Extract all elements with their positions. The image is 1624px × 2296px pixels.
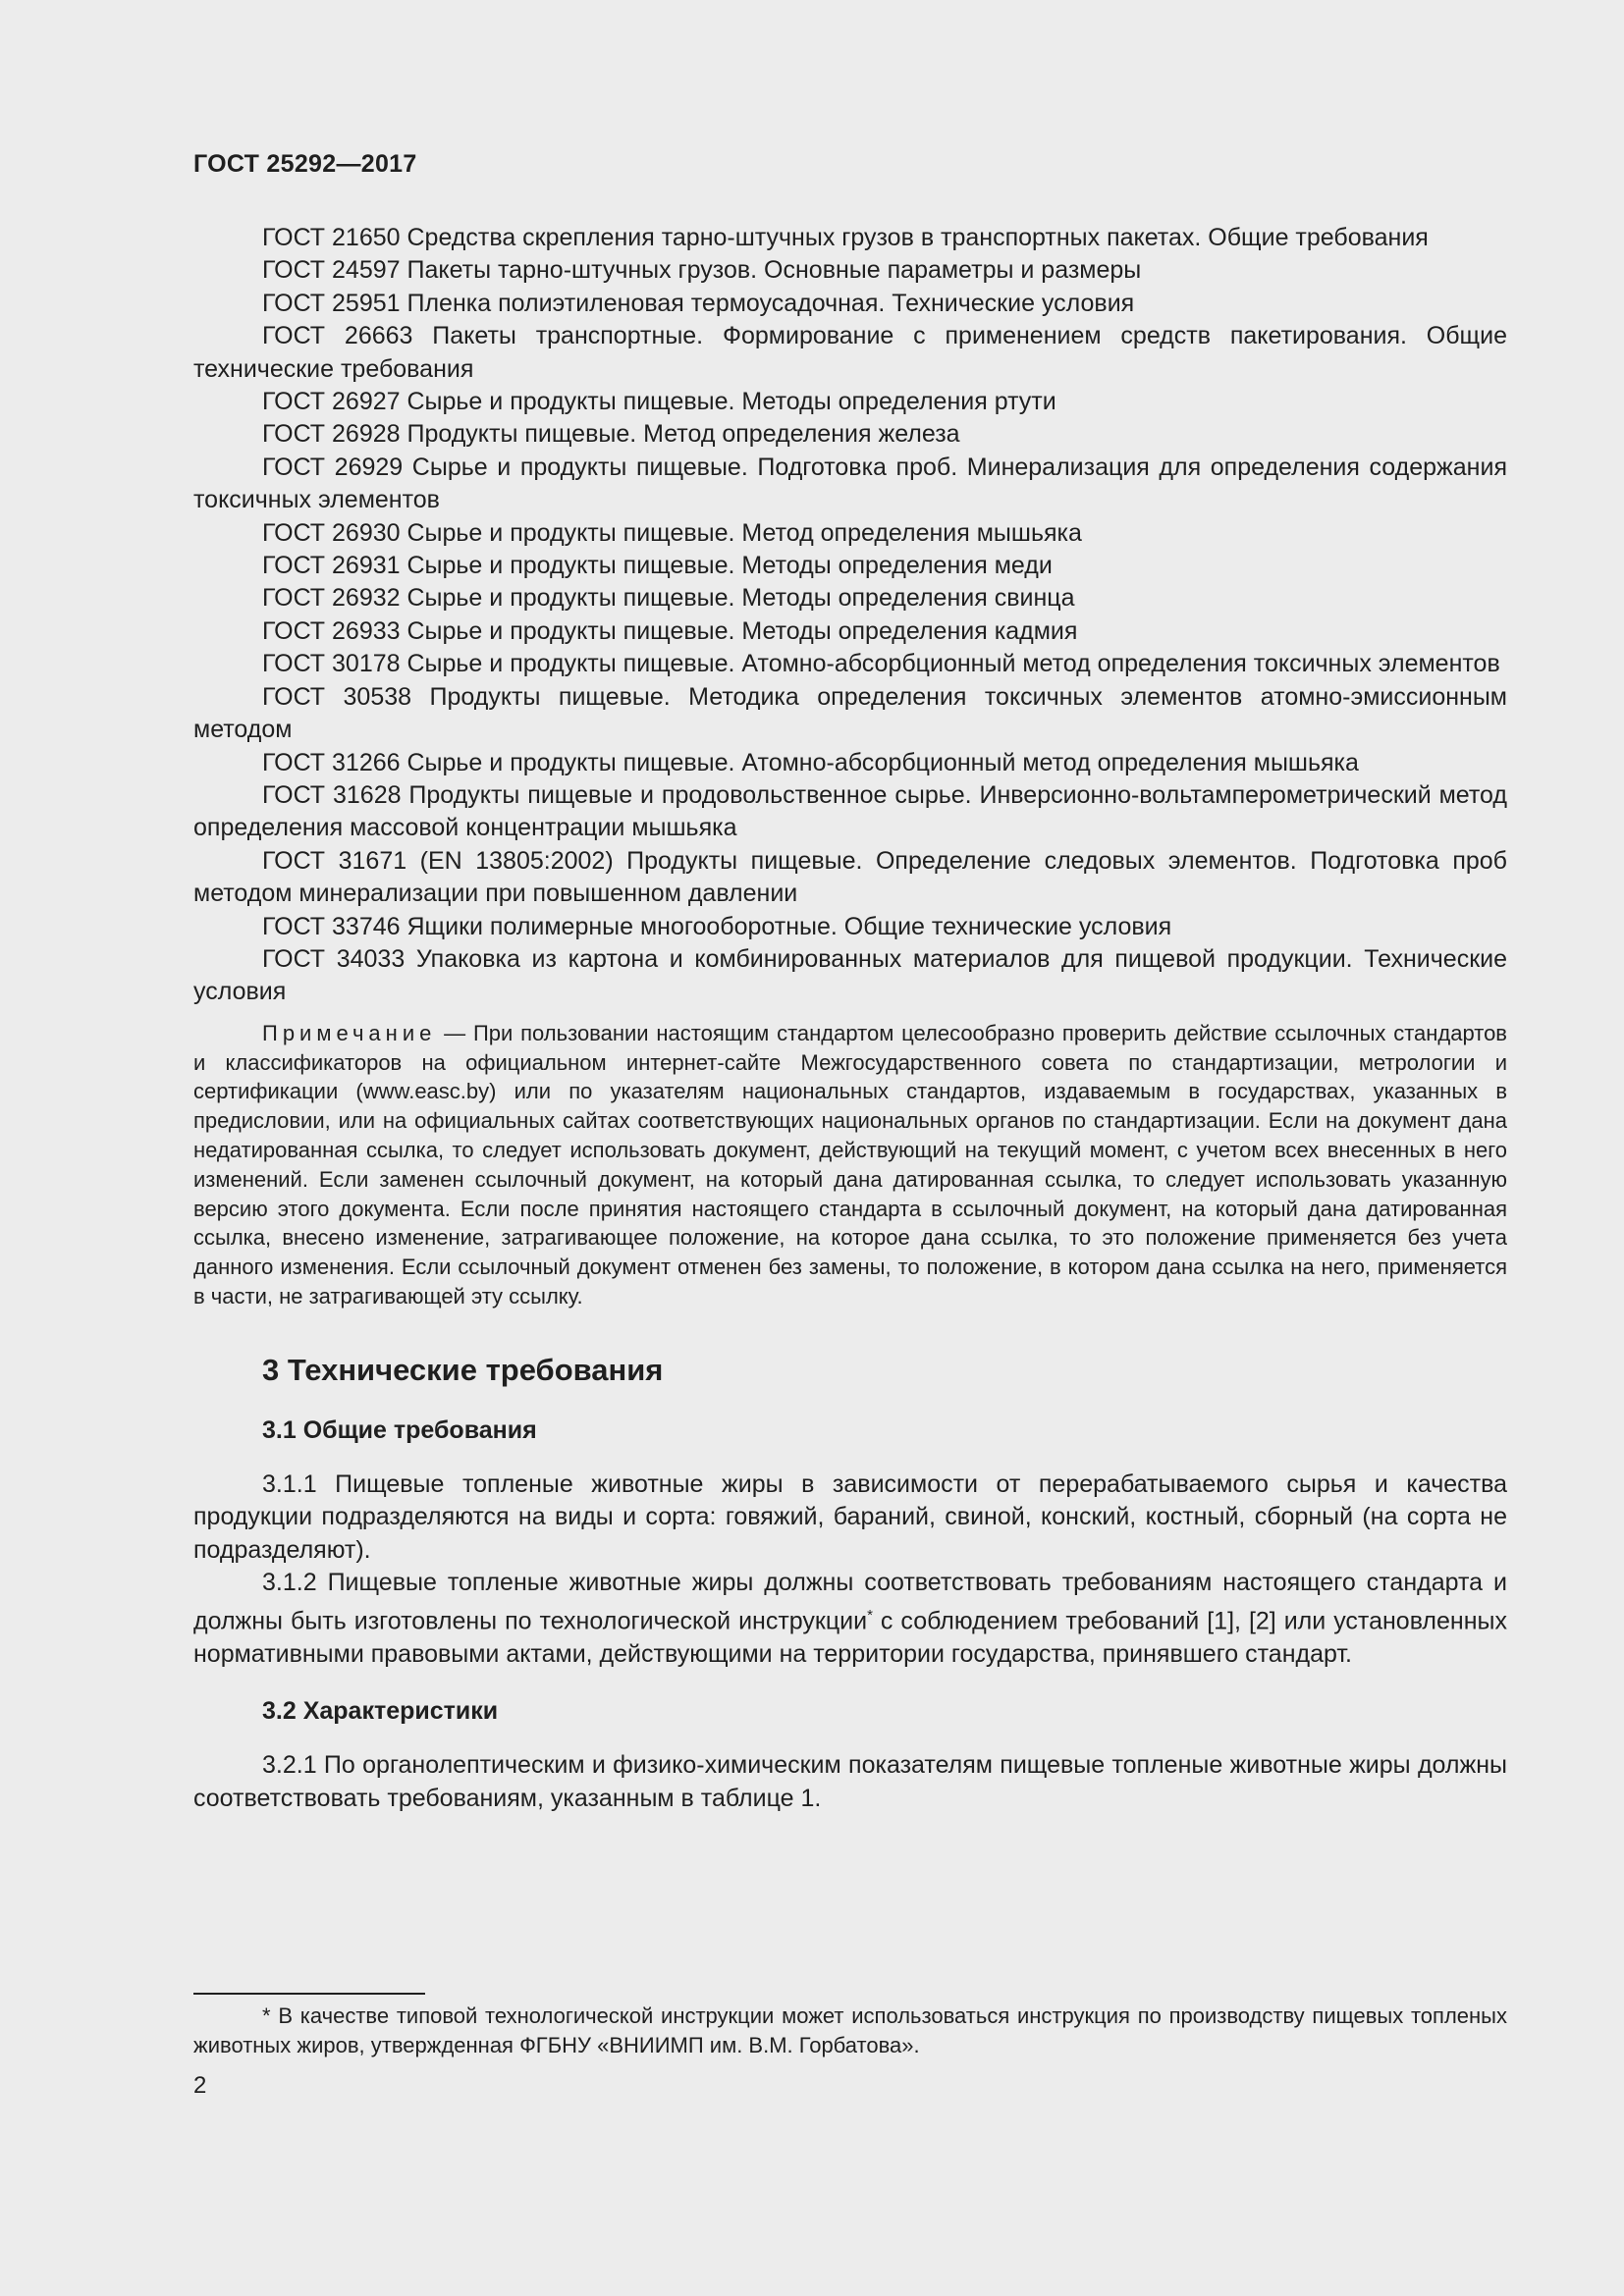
footnote-text: В качестве типовой технологической инструкции может использоваться инструкция по производству пищевых топленых животных жиров, утвержденная ФГБНУ «ВНИИМП им. В.М. Горбатова». (193, 2003, 1507, 2057)
reference-item: ГОСТ 31266 Сырье и продукты пищевые. Атомно-абсорбционный метод определения мышьяка (262, 748, 1359, 776)
reference-item: ГОСТ 31671 (EN 13805:2002) Продукты пищевые. Определение следовых элементов. Подготовка проб методом минерализации при повышенном давлении (193, 846, 1507, 908)
footnote (193, 2002, 1507, 2060)
reference-item: ГОСТ 34033 Упаковка из картона и комбинированных материалов для пищевой продукции. Технические условия (193, 944, 1507, 1006)
section-3-title: 3 Технические требования (262, 1352, 664, 1387)
footnote-marker[interactable]: * (867, 1607, 873, 1625)
reference-item: ГОСТ 30538 Продукты пищевые. Методика определения токсичных элементов атомно-эмиссионным методом (193, 682, 1507, 744)
reference-item: ГОСТ 30178 Сырье и продукты пищевые. Атомно-абсорбционный метод определения токсичных элементов (262, 650, 1500, 678)
note-label: Примечание (262, 1020, 437, 1045)
document-page (193, 147, 1507, 1815)
reference-item: ГОСТ 21650 Средства скрепления тарно-штучных грузов в транспортных пакетах. Общие требования (262, 224, 1429, 251)
note-text: — При пользовании настоящим стандартом целесообразно проверить действие ссылочных стандартов и классификаторов на официальном интернет-сайте Межгосударственного совета по стандартизации, метрологии и сертификации (www.easc.by) или по указателям национальных стандартов, издаваемым в государствах, указанных в предисловии, или на официальных сайтах соответствующих национальных органов по стандартизации. Если на документ дана недатированная ссылка, то следует использовать документ, действующий на текущий момент, с учетом всех внесенных в него изменений. Если заменен ссылочный документ, на который дана датированная ссылка, то следует использовать указанную версию этого документа. Если после принятия настоящего стандарта в ссылочный документ, на который дана датированная ссылка, внесено изменение, затрагивающее положение, на которое дана ссылка, то это положение применяется без учета данного изменения. Если ссылочный документ отменен без замены, то положение, в котором дана ссылка на него, применяется в части, не затрагивающей эту ссылку. (193, 1020, 1507, 1308)
reference-item: ГОСТ 25951 Пленка полиэтиленовая термоусадочная. Технические условия (262, 289, 1135, 317)
paragraph-3-2-1: 3.2.1 По органолептическим и физико-химическим показателям пищевые топленые животные жиры должны соответствовать требованиям, указанным в таблице 1. (193, 1751, 1507, 1812)
footnote-mark: * (262, 2003, 271, 2028)
reference-item: ГОСТ 26931 Сырье и продукты пищевые. Методы определения меди (262, 552, 1053, 580)
reference-item: ГОСТ 33746 Ящики полимерные многооборотные. Общие технические условия (262, 912, 1172, 940)
reference-item: ГОСТ 26933 Сырье и продукты пищевые. Методы определения кадмия (262, 616, 1078, 645)
paragraph-3-1-2-start: 3.1.2 Пищевые топленые животные жиры должны соответствовать требованиям настоящего стандарта и должны быть изготовлены по технологической инструкции (193, 1568, 1507, 1635)
reference-item: ГОСТ 26930 Сырье и продукты пищевые. Метод определения мышьяка (262, 518, 1082, 547)
reference-item: ГОСТ 24597 Пакеты тарно-штучных грузов. Основные параметры и размеры (262, 256, 1142, 285)
page-number: 2 (193, 2072, 207, 2099)
references-note (193, 1019, 1507, 1311)
reference-item: ГОСТ 26663 Пакеты транспортные. Формирование с применением средств пакетирования. Общие технические требования (193, 322, 1507, 383)
subsection-3-2-title: 3.2 Характеристики (262, 1697, 499, 1726)
paragraph-3-1-2-end: с соблюдением требований [1], [2] или установленных нормативными правовыми актами, действующими на территории государства, принявшего стандарт. (193, 1607, 1507, 1669)
reference-item: ГОСТ 26928 Продукты пищевые. Метод определения железа (262, 420, 960, 449)
reference-item: ГОСТ 26932 Сырье и продукты пищевые. Методы определения свинца (262, 584, 1075, 613)
reference-item: ГОСТ 31628 Продукты пищевые и продовольственное сырье. Инверсионно-вольтамперометрический метод определения массовой концентрации мышьяка (193, 780, 1507, 842)
paragraph-3-1-1: 3.1.1 Пищевые топленые животные жиры в зависимости от перерабатываемого сырья и качества продукции подразделяются на виды и сорта: говяжий, бараний, свиной, конский, костный, сборный (на сорта не подразделяют). (193, 1469, 1507, 1564)
reference-item: ГОСТ 26927 Сырье и продукты пищевые. Методы определения ртути (262, 388, 1056, 416)
reference-item: ГОСТ 26929 Сырье и продукты пищевые. Подготовка проб. Минерализация для определения содержания токсичных элементов (193, 453, 1507, 514)
paragraph-3-1-2 (193, 1567, 1507, 1672)
footnote-divider (193, 1993, 425, 1995)
subsection-3-1-title: 3.1 Общие требования (262, 1415, 537, 1444)
normative-references-list (193, 222, 1507, 1009)
document-header: ГОСТ 25292—2017 (193, 150, 417, 178)
